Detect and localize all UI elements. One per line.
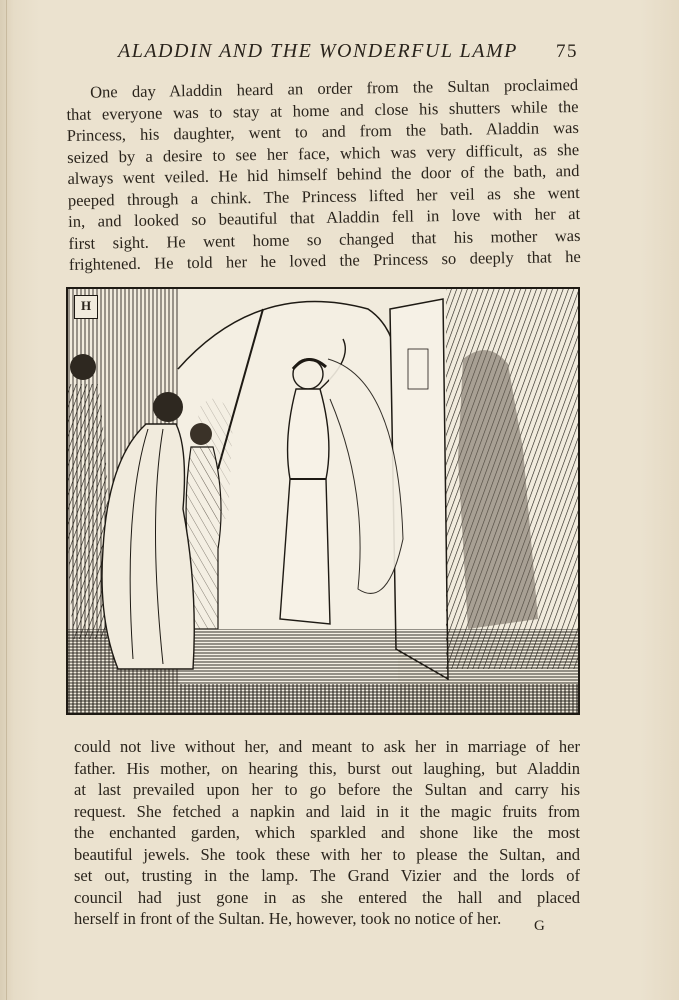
running-header <box>118 40 578 63</box>
illustration-drawing <box>68 289 578 713</box>
text-line: seized by a desire to see her face, which was very difficult, as she <box>67 139 580 167</box>
text-line: herself in front of the Sultan. He, however, took no notice of her. <box>74 909 502 928</box>
text-line: at last prevailed upon her to go before the Sultan and carry his <box>74 780 580 799</box>
text-line: beautiful jewels. She took these with her to please the Sultan, and <box>74 844 580 864</box>
text-line: Princess, his daughter, went to and from the bath. Aladdin was <box>66 117 579 145</box>
page-number: 75 <box>556 41 578 62</box>
paragraph-top <box>66 74 581 276</box>
text-line: could not live without her, and meant to ask her in marriage of her <box>74 737 580 756</box>
text-line: set out, trusting in the lamp. The Grand Vizier and the lords of <box>74 866 580 885</box>
text-line: the enchanted garden, which sparkled and shone like the most <box>74 823 580 842</box>
illustration <box>66 287 580 715</box>
running-title: ALADDIN AND THE WONDERFUL LAMP <box>118 40 518 62</box>
text-line: request. She fetched a napkin and laid in it the magic fruits from <box>74 801 580 821</box>
signature-mark: G <box>534 918 545 934</box>
paragraph-bottom <box>74 736 580 930</box>
floor-edge <box>68 684 578 713</box>
text-line: always went veiled. He hid himself behind the door of the bath, and <box>67 160 580 188</box>
text-line: peeped through a chink. The Princess lifted her veil as she went <box>67 182 580 210</box>
text-line: frightened. He told her he loved the Princess so deeply that he <box>68 246 581 274</box>
page-gutter <box>6 0 7 1000</box>
text-line: in, and looked so beautiful that Aladdin fell in love with her at <box>68 203 581 231</box>
text-line: council had just gone in as she entered the hall and placed <box>74 887 580 907</box>
text-line: first sight. He went home so changed that his mother was <box>68 225 581 253</box>
text-line: One day Aladdin heard an order from the Sultan proclaimed <box>90 74 579 102</box>
text-line: that everyone was to stay at home and close his shutters while the <box>66 96 579 124</box>
text-line: father. His mother, on hearing this, burst out laughing, but Aladdin <box>74 758 580 778</box>
illustrator-monogram: H <box>74 295 98 319</box>
